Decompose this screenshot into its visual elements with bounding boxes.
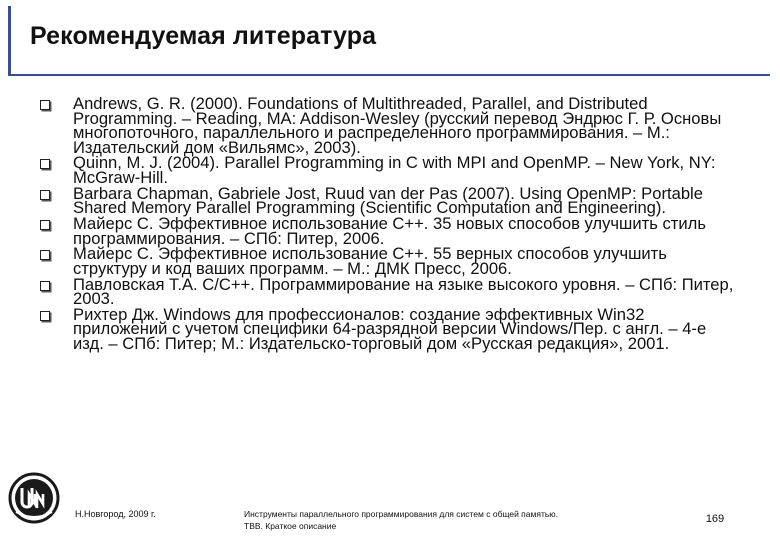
square-bullet-icon	[40, 100, 50, 110]
slide-title: Рекомендуемая литература	[30, 22, 377, 50]
reference-text: Майерс С. Эффективное использование С++. 55 верных способов улучшить структуру и код ваших программ. – М.: ДМК Пресс, 2006.	[73, 244, 667, 278]
reference-item	[40, 94, 740, 157]
square-bullet-icon	[40, 281, 50, 291]
unn-university-logo-icon	[8, 472, 60, 524]
reference-text: Andrews, G. R. (2000). Foundations of Multithreaded, Parallel, and Distributed Programming. – Reading, MA: Addison-Wesley (русский перевод Эндрюс Г. Р. Основы многопоточного, параллельного и распределенного программирования. – М.: Издательский дом «Вильямс», 2003).	[73, 94, 722, 157]
reference-item	[40, 274, 740, 309]
reference-item	[40, 153, 740, 188]
reference-text: Павловская Т.А. C/C++. Программирование на языке высокого уровня. – СПб: Питер, 2003.	[73, 274, 734, 309]
reference-text: Рихтер Дж. Windows для профессионалов: создание эффективных Win32 приложений с учетом специфики 64-разрядной версии Windows/Пер. с англ. – 4-е изд. – СПб: Питер; М.: Издательско-торговый дом «Русская редакция», 2001.	[73, 304, 707, 354]
page-number: 169	[705, 513, 725, 525]
reference-item	[40, 183, 740, 218]
title-accent-vertical-line	[8, 6, 11, 76]
reference-text: Barbara Chapman, Gabriele Jost, Ruud van der Pas (2007). Using OpenMP: Portable Shared Memory Parallel Programming (Scientific Computation and Engineering).	[73, 183, 703, 218]
reference-item	[40, 304, 740, 354]
footer-course-title	[244, 508, 644, 532]
square-bullet-icon	[40, 159, 50, 169]
square-bullet-icon	[40, 220, 50, 230]
square-bullet-icon	[40, 250, 50, 260]
footer-course-line2: ТВВ. Краткое описание	[244, 521, 337, 531]
footer-course-line1: Инструменты параллельного программирования для систем с общей памятью.	[244, 509, 559, 519]
title-accent-horizontal-line	[8, 74, 770, 76]
reference-item	[40, 214, 740, 248]
footer-location-date: Н.Новгород, 2009 г.	[75, 509, 156, 519]
reference-text: Майерс С. Эффективное использование С++. 35 новых способов улучшить стиль программирования. – СПб: Питер, 2006.	[73, 214, 706, 248]
square-bullet-icon	[40, 311, 50, 321]
reference-item	[40, 244, 740, 278]
reference-list	[40, 94, 740, 354]
reference-text: Quinn, M. J. (2004). Parallel Programming in C with MPI and OpenMP. – New York, NY: McGraw-Hill.	[73, 153, 716, 188]
square-bullet-icon	[40, 190, 50, 200]
